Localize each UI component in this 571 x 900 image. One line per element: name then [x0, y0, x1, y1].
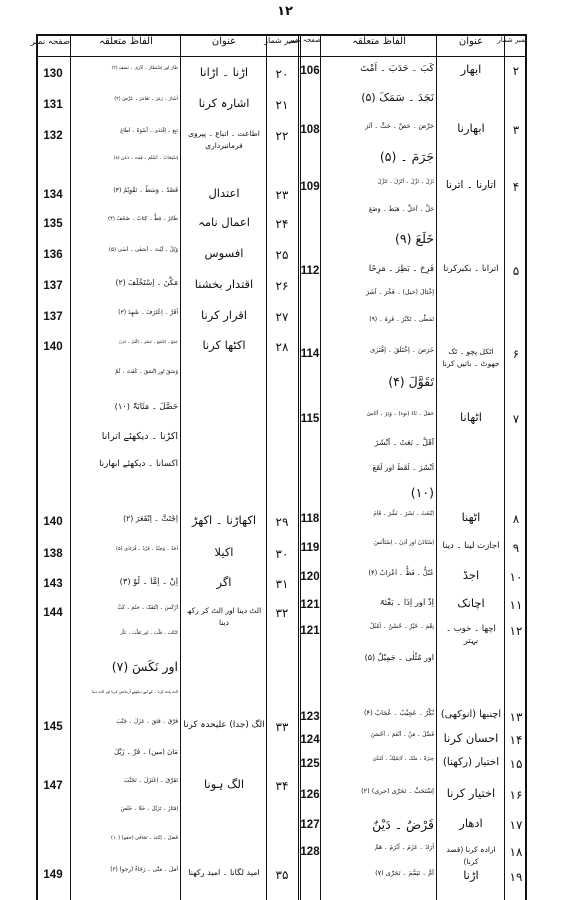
related-words: عُتُلٌّ ۔ فَظٌّ ۔ اَعْرَابٌ (۴) [368, 569, 434, 577]
related-words: مَانَ (مین) ۔ فَرَّ ۔ زَیَّلَ [114, 748, 178, 756]
serial-number: ۱۳ [509, 710, 523, 724]
entry-title: الگ ہونا [203, 777, 245, 791]
related-words: طَائِرٌ ۔ قِطٌّ ۔ کِتَابٌ ۔ صُحُفٌ (۴) [107, 216, 178, 222]
page-ref: 144 [43, 607, 63, 619]
serial-number: ۳۲ [275, 606, 289, 620]
header-sn-left: نمبر شمار [264, 36, 298, 45]
related-words: جَرَمَ ۔ (۵) [379, 149, 434, 164]
related-words: اَرْکَسَ ۔ اِئْتَفَکَ ۔ جَثَمَ ۔ کَبَّ [117, 605, 178, 611]
header-page-no-right: صفحہ نمبر [288, 36, 321, 44]
serial-number: ۲۷ [275, 310, 289, 324]
entry-title: اقرار کرنا [201, 308, 247, 322]
serial-number: ۳۵ [275, 868, 289, 882]
header-title-right: عنوان [458, 36, 484, 47]
serial-number: ۳۱ [275, 577, 289, 591]
serial-number: ۵ [512, 264, 520, 278]
related-words: فَضَّلَ ۔ مَنَّ ۔ اَنْعَمَ ۔ اَحْسَنَ [370, 732, 434, 738]
related-words: فَرِحَ ۔ بَطِرَ ۔ مَرِحًا [368, 263, 434, 273]
related-words: (۱۰) [410, 485, 434, 500]
header-sn-right: نمبر شمار [497, 36, 527, 44]
serial-number: ۲ [512, 64, 520, 78]
related-words: خَرَصَ ۔ اِخْتَلَقَ ۔ اِفْتَرٰی [369, 346, 434, 354]
entry-title: اترانا ۔ بکبرکرنا [443, 264, 499, 274]
serial-number: ۱۰ [509, 570, 523, 584]
entry-title: ادھار [459, 816, 483, 830]
related-words: حَصَّلَ ۔ مَثَابَۃٌ (۱۰) [114, 401, 178, 411]
page-ref: 120 [300, 571, 320, 583]
page-ref: 127 [300, 819, 320, 831]
page-ref: 140 [43, 341, 63, 353]
page-ref: 136 [43, 249, 63, 261]
related-words: اِمْتَازَ ۔ تَزَیَّلَ ۔ خَلَا ۔ خَلَصَ [120, 806, 178, 812]
entry-title: اٹھنا [461, 510, 481, 524]
entry-title: اٹھانا [460, 410, 482, 424]
serial-number: ۳۰ [275, 547, 289, 561]
serial-number: ۲۱ [275, 98, 289, 112]
page-ref: 124 [300, 734, 320, 746]
related-words: کَبْکَبَ ۔ قَلَّبَ ۔ اور تَقَلَّبَ ۔ نَکَّرَ [120, 631, 178, 636]
serial-number: ۱۵ [509, 757, 523, 771]
related-words: نُکْرٌ ۔ عَجِیْبٌ ۔ عُجَابٌ (۴) [363, 709, 434, 717]
related-words: نَجَدَ ۔ سَمَکَ (۵) [361, 91, 434, 104]
related-words: الٹ پلٹ کرنا ۔ کے لیے دیکھئے آزمائش کرنا اور الٹ دینا [92, 689, 178, 694]
header-words-left: الفاظ متعلقہ [99, 36, 153, 47]
serial-number: ۶ [512, 347, 520, 361]
serial-number: ۹ [512, 541, 520, 555]
serial-number: ۱۷ [509, 818, 523, 832]
entry-title: ابھار [460, 62, 482, 76]
related-words: اور مُثْلٰی ۔ جَمِیْلٌ (۵) [364, 653, 434, 662]
serial-number: ۴ [512, 180, 520, 194]
page-ref: 119 [300, 542, 320, 554]
column-center-divider [298, 34, 301, 900]
page-ref: 126 [300, 789, 320, 801]
page-ref: 114 [300, 348, 320, 360]
entry-title: اکٹھا کرنا [202, 338, 246, 352]
related-words: وَسَقَ اور اِتَّسَقَ ۔ کَفَتَ ۔ لَمَّ [114, 369, 178, 375]
entry-title: اگر [216, 575, 232, 589]
entry-title: اکھاڑنا ۔ اکھڑ [191, 513, 257, 527]
page-ref: 137 [43, 280, 63, 292]
related-words: اِسْتِجَابٌ ۔ اَسْلَمَ ۔ قَنَتَ ۔ دَعَنَ (۸) [113, 156, 178, 161]
related-words: اِذْ اور اِذَا ۔ بَغْتَۃً [379, 597, 434, 607]
related-words: مَکَّنَ ۔ اِسْتَخْلَفَ (۲) [115, 278, 178, 287]
related-words: اِنْ ۔ اِمَّا ۔ لَوْ (۳) [119, 576, 178, 586]
serial-number: ۱۱ [509, 598, 523, 612]
column-divider [266, 34, 267, 900]
entry-title: اعتدال [208, 186, 240, 200]
related-words: تَبِعَ ۔ اِقْتَدٰی ۔ اُسْوَۃٌ ۔ اَطَاعَ [120, 128, 178, 134]
entry-title: اچنبھا (انوکھی) [440, 709, 502, 720]
related-words: اکڑنا ۔ دیکھئے اترانا [101, 431, 178, 442]
page-ref: 143 [43, 578, 63, 590]
related-words: کَبَ ۔ حَدَبَ ۔ اَمْتَ [360, 63, 434, 74]
related-words: وَیْلٌ ۔ لَیْتَ ۔ اَسَفٰی ۔ اَسٰی (۵) [108, 247, 178, 253]
entry-title: اختیار (رکھنا) [442, 756, 500, 768]
related-words: فَصَلَ ۔ اِنْتَبَذَ ۔ تَجَافٰی (جفو) (۱۰) [111, 835, 178, 841]
related-words: اَقَرَّ ۔ اِعْتَرَفَ ۔ شَھِدَ (۳) [118, 309, 178, 316]
related-words: اِخْتَالَ (خیل) ۔ فَخْرَ ۔ اَشَرَ [366, 289, 434, 296]
related-words: خَلَعَ (۹) [395, 231, 434, 246]
serial-number: ۲۵ [275, 248, 289, 262]
related-words: اِجْتَثَّ ۔ اِنْقَعَرَ (۲) [123, 514, 178, 523]
page-ref: 145 [43, 721, 63, 733]
page-ref: 121 [300, 625, 320, 637]
column-divider [436, 34, 437, 900]
page-ref: 125 [300, 758, 320, 770]
column-divider [320, 34, 321, 900]
entry-title: اجڈ [462, 568, 480, 582]
entry-title: اچھا ۔ خوب ۔ بہتر [446, 624, 496, 646]
entry-title: اڑنا ۔ اڑانا [199, 65, 249, 79]
entry-title: امید لگانا ۔ امید رکھنا [188, 868, 260, 877]
related-words: حَمَلَ ۔ نَاءَ (نوء) ۔ وَتِرَ ۔ اَنَاسَ [366, 411, 434, 417]
entry-title: الگ (جدا) علیحدہ کرنا [183, 720, 265, 730]
related-words: اَقَلَّ ۔ بَعَثَ ۔ اَنْشَرَ [374, 438, 434, 447]
serial-number: ۸ [512, 512, 520, 526]
serial-number: ۲۶ [275, 279, 289, 293]
serial-number: ۱۶ [509, 788, 523, 802]
page-ref: 135 [43, 218, 63, 230]
entry-title: اشارہ کرنا [198, 96, 250, 110]
page-ref: 147 [43, 780, 63, 792]
entry-title: اقتدار بخشنا [194, 277, 254, 291]
related-words: اَمَّ ۔ تَیَمَّمَ ۔ تَحَرّٰی (۷) [375, 869, 434, 877]
related-words: اَشَارَ ۔ رَمَزَ ۔ تَغَامَزَ ۔ عَرَّضَ (۴) [114, 97, 178, 102]
related-words: طَارَ اور اِسْتَطَارَ ۔ اَذْرٰی ۔ نَسَفَ (۳) [111, 66, 178, 71]
serial-number: ۱۲ [509, 624, 523, 638]
related-words: تَمَطّٰی ۔ تَکَبَّرَ ۔ فَرِہَ ۔ (۹) [369, 316, 434, 323]
column-divider [70, 34, 71, 900]
related-words: اِنْبَعَثَ ۔ نَشَرَ ۔ نَشَّرَ ۔ قَامَ [373, 511, 434, 517]
header-rule [36, 56, 527, 57]
related-words: اور نَکَسَ (۷) [111, 659, 178, 674]
page-ref: 130 [43, 68, 63, 80]
serial-number: ۱۴ [509, 733, 523, 747]
related-words: تَفَرَّقَ ۔ اِعْتَزَلَ ۔ تَجَنَّبَ [123, 778, 178, 784]
serial-number: ۲۰ [275, 67, 289, 81]
related-words: نَزَلَ ۔ نَزَّلَ ۔ اَنْزَلَ ۔ تَنَزَّلَ [377, 179, 434, 185]
related-words: اَمَلَ ۔ مَنّٰی ۔ رَجَاءٌ (رجو) (۳) [110, 867, 178, 873]
related-words: فَرَّقَ ۔ فَتَقَ ۔ عَزَلَ ۔ جَنَّبَ [116, 719, 178, 725]
page-ref: 131 [43, 99, 63, 111]
page-ref: 137 [43, 311, 63, 323]
page-ref: 140 [43, 516, 63, 528]
related-words: تَقَوَّلَ (۴) [388, 374, 434, 389]
related-words: اَنْشَرَ ۔ لَقَطَ اور لَقَعَ [372, 463, 434, 472]
page-ref: 132 [43, 130, 63, 142]
page-ref: 115 [300, 413, 320, 425]
serial-number: ۲۳ [275, 188, 289, 202]
page-ref: 112 [300, 265, 320, 277]
entry-title: اجازت لینا ۔ دینا [442, 541, 500, 551]
header-page-no-left: صفحہ نمبر [30, 37, 70, 47]
related-words: خِیَرَۃٌ ۔ مَلَکَ ۔ لَایَمْلِکُ ۔ اَمْکَنَ [372, 756, 434, 762]
entry-title: ابھارنا [457, 121, 485, 135]
page-ref: 128 [300, 846, 320, 858]
serial-number: ۲۹ [275, 515, 289, 529]
page-ref: 149 [43, 869, 63, 881]
entry-title: اٹکل پچو ۔ ٹک جھوٹ ۔ باتیں کرنا [442, 347, 500, 368]
entry-title: اعمال نامہ [198, 215, 250, 229]
page-ref: 134 [43, 189, 63, 201]
entry-title: اکیلا [214, 545, 234, 559]
entry-title: اطاعت ۔ اتباع ۔ پیروی فرمانبرداری [188, 129, 260, 150]
entry-title: ارادہ کرنا (قصد کرنا) [446, 845, 496, 866]
serial-number: ۱۸ [509, 845, 523, 859]
page-ref: 108 [300, 124, 320, 136]
header-title-left: عنوان [211, 36, 237, 47]
entry-title: احسان کرنا [443, 731, 499, 745]
serial-number: ۲۲ [275, 129, 289, 143]
page-number: ۱۲ [277, 4, 293, 19]
related-words: اَرَادَ ۔ عَزَمَ ۔ اَبْرَمَ ۔ ھَمَّ [374, 844, 434, 851]
serial-number: ۲۴ [275, 217, 289, 231]
page-ref: 109 [300, 181, 320, 193]
entry-title: اختیار کرنا [446, 786, 496, 800]
page-ref: 118 [300, 513, 320, 525]
serial-number: ۳ [512, 123, 520, 137]
serial-number: ۱۹ [509, 870, 523, 884]
related-words: نِعْمَ ۔ خَیْرٌ ۔ حُسْنٌ ۔ اَمْثَلُ [369, 623, 434, 630]
related-words: اِسْتَاذَنَ اور اَذِنَ ۔ اِسْتَاْنَسَ [373, 540, 434, 546]
serial-number: ۳۴ [275, 779, 289, 793]
page-ref: 121 [300, 599, 320, 611]
related-words: اَحَدٌ ۔ وَحِیْدٌ ۔ فَرْدٌ ۔ فُرَادٰی (۵) [116, 546, 178, 552]
serial-number: ۳۳ [275, 720, 289, 734]
entry-title: اتارنا ۔ اترنا [445, 179, 497, 191]
related-words: جَمَعَ ۔ اِجْتَمَعَ ۔ حَشَرَ ۔ اِکْتَنَزَ ۔ خَزَنَ [118, 339, 178, 344]
entry-title: اچانک [457, 596, 485, 610]
related-words: حَرَّضَ ۔ حَضَّ ۔ حَثَّ ۔ اَثَرَ [365, 122, 434, 130]
serial-number: ۲۸ [275, 340, 289, 354]
entry-title: اڑنا [463, 868, 479, 882]
page-ref: 123 [300, 711, 320, 723]
related-words: حَلَّ ۔ اَحَلَّ ۔ ھَبَطَ ۔ وَضَعَ [368, 206, 434, 213]
column-divider [180, 34, 181, 900]
related-words: قَرْضٌ ۔ دَیْنٌ [372, 817, 434, 832]
header-words-right: الفاظ متعلقہ [352, 36, 406, 47]
related-words: اِسْتَحَبَّ ۔ تَحَرّٰی (حری) (۲) [361, 787, 434, 795]
entry-title: افسوس [204, 246, 244, 260]
page-ref: 138 [43, 548, 63, 560]
page-ref: 106 [300, 65, 320, 77]
serial-number: ۷ [512, 412, 520, 426]
related-words: قَصْدٌ ۔ وَسَطٌ ۔ تَقْوِیْمٌ (۳) [113, 187, 178, 194]
entry-title: الٹ دینا اور الٹ کر رکھ دینا [186, 606, 262, 627]
related-words: اکسانا ۔ دیکھئے ابھارنا [99, 459, 178, 469]
